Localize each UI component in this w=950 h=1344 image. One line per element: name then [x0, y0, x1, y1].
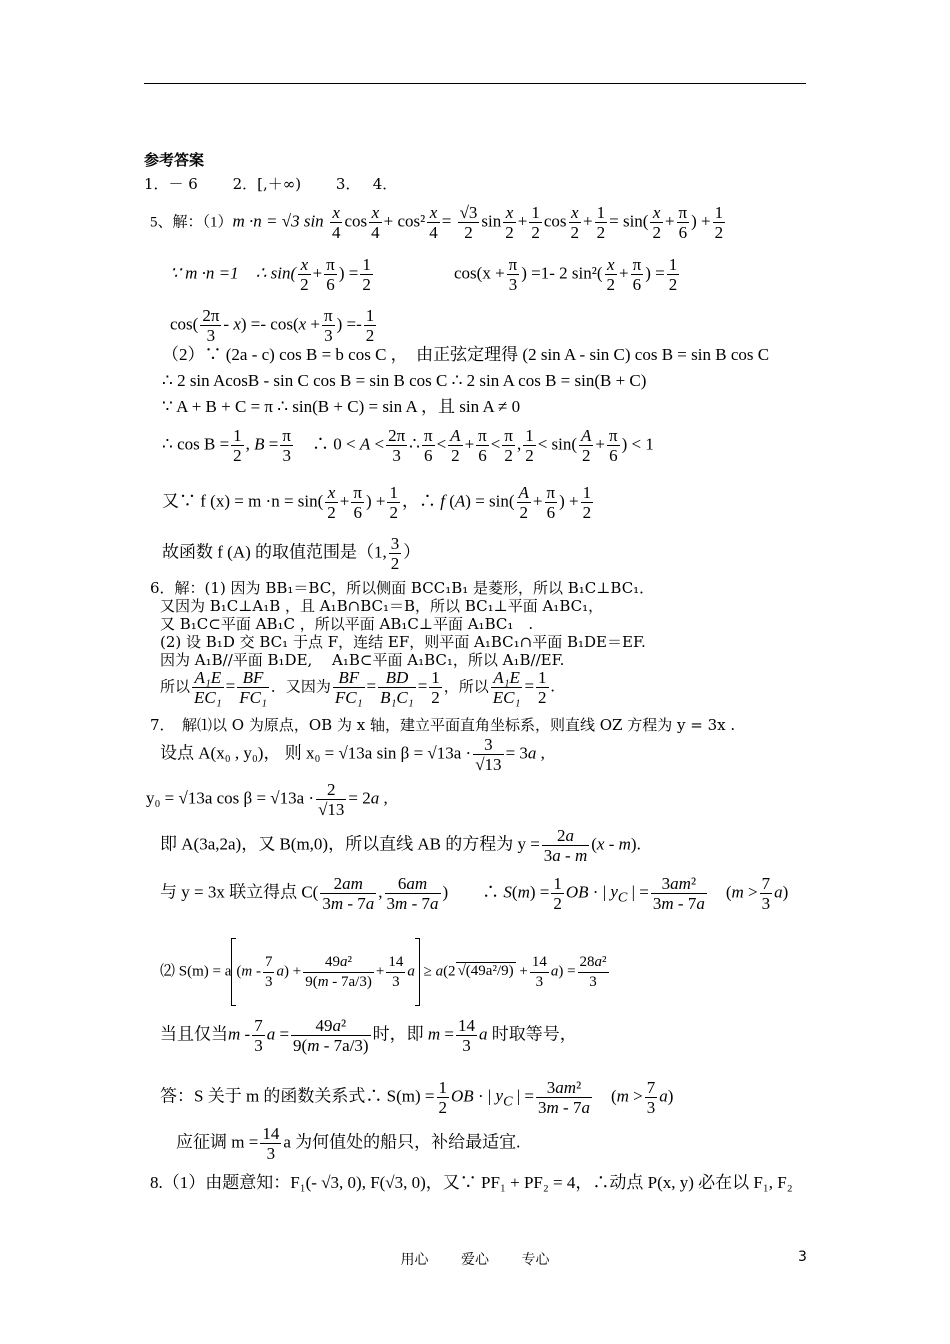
- q5-line-6: ∵ A + B + C = π ∴ sin(B + C) = sin A ，且 sin A ≠ 0: [162, 397, 521, 416]
- q5-line-2b: cos(x + $\frac{\pi}{3}$ ) =1- 2 sin²( $\frac{x}{2}$ + $\frac{\pi}{6}$ ) = $\frac{1}{2}$: [454, 255, 678, 294]
- header-rule: [144, 83, 806, 84]
- q5-line-9: 故函数 f (A) 的取值范围是（1, $\frac{3}{2}$ ）: [162, 534, 421, 573]
- q5-line-5: ∴ 2 sin AcosB - sin C cos B = sin B cos C ∴ 2 sin A cos B = sin(B + C): [162, 371, 647, 390]
- q6-line-4: (2) 设 B₁D 交 BC₁ 于点 F，连结 EF，则平面 A₁BC₁∩平面 B₁DE＝EF.: [160, 633, 646, 651]
- q5-line-1: 5、解：（1）m ·n = √3 sin $\frac{x}{4}$ cos $\frac{x}{4}$ + cos² $\frac{x}{4}$ = $\frac{√3}{2}$ sin $\frac{x}{2}$ + $\frac{1}{2}$ cos $\frac{x}{2}$ + $\frac{1}{2}$ = sin( $\frac{x}{2}$ + $\frac{\pi}{6}$ ) + $\frac{1}{2}$: [150, 203, 724, 242]
- footer-text-3: 专心: [521, 1252, 550, 1268]
- q6-line-1: 6．解：(1) 因为 BB₁＝BC，所以侧面 BCC₁B₁ 是菱形，所以 B₁C⊥BC₁．: [150, 579, 655, 597]
- answers-line-1: 1．－ 6 2．[,＋∞) 3． 4．: [144, 175, 398, 193]
- q6-line-6: 所以 $\frac{\text{A₁E}}{\text{EC₁}}$ = $\frac{BF}{\text{FC₁}}$ ．又因为 $\frac{BF}{\text{FC₁}}$ = $\frac{BD}{\text{B₁C₁}}$ = $\frac{1}{2}$ ，所以 $\frac{\text{A₁E}}{\text{EC₁}}$ = $\frac{1}{2}$ .: [160, 668, 555, 707]
- q6-line-3: 又 B₁C⊂平面 AB₁C ，所以平面 AB₁C⊥平面 A₁BC₁ .: [160, 615, 534, 633]
- q7-line-9: 应征调 m = $\frac{14}{3}$ a 为何值处的船只，补给最适宜.: [176, 1124, 521, 1163]
- q5-line-3: cos( $\frac{2\pi}{3}$ - x) =- cos(x + $\frac{\pi}{3}$ ) =- $\frac{1}{2}$: [170, 306, 375, 345]
- q5-line-2: ∵ m ·n =1 ∴ sin( $\frac{x}{2}$ + $\frac{\pi}{6}$ ) = $\frac{1}{2}$: [170, 255, 371, 294]
- q5-line-7: ∴ cos B = $\frac{1}{2}$ , B = $\frac{\pi}{3}$ ∴ 0 < A < $\frac{2\pi}{3}$ ∴ $\frac{\pi}{6}$ < $\frac{A}{2}$ + $\frac{\pi}{6}$ < $\frac{\pi}{2}$ , $\frac{1}{2}$ < sin( $\frac{A}{2}$ + $\frac{\pi}{6}$ ) < 1: [162, 426, 654, 465]
- footer-text-2: 爱心: [461, 1252, 489, 1268]
- q7-line-8: 答：S 关于 m 的函数关系式∴ S(m) = $\frac{1}{2}$ OB · | $y_C$ | = $\frac{\text{3am²}}{3m - 7a}$ (m > $\frac{7}{3}$ a): [160, 1078, 674, 1117]
- q7-line-4: 即 A(3a,2a)，又 B(m,0)，所以直线 AB 的方程为 y = $\frac{2a}{3a - m}$ (x - m).: [160, 826, 641, 865]
- q5-line-8: 又∵ f (x) = m ·n = sin( $\frac{x}{2}$ + $\frac{\pi}{6}$ ) + $\frac{1}{2}$ ，∴ f (A) = sin( $\frac{A}{2}$ + $\frac{\pi}{6}$ ) + $\frac{1}{2}$: [162, 483, 592, 522]
- q7-line-2: 设点 A(x₀ , y₀)， 则 x₀ = √13a sin β = √13a · $\frac{3}{√13}$ = 3a ,: [160, 735, 545, 774]
- footer-text-1: 用心: [400, 1252, 429, 1268]
- answers-heading: 参考答案: [144, 151, 205, 169]
- q7-line-1: 7． 解⑴以 O 为原点，OB 为 x 轴，建立平面直角坐标系，则直线 OZ 方程为 y = 3x .: [150, 716, 736, 734]
- page-footer: [0, 1249, 950, 1269]
- page-number: 3: [798, 1249, 807, 1265]
- q7-line-5: 与 y = 3x 联立得点 C( $\frac{2am}{3m - 7a}$ , $\frac{6am}{3m - 7a}$ ) ∴ S(m) = $\frac{1}{2}$ OB · | $y_C$ | = $\frac{\text{3am²}}{3m - 7a}$ (m > $\frac{7}{3}$ a): [160, 874, 789, 913]
- q7-line-7: 当且仅当m - $\frac{7}{3}$ a = $\frac{\text{49a²}}{9(m - 7a/3)}$ 时，即 m = $\frac{14}{3}$ a 时取等号，: [160, 1016, 577, 1055]
- q6-line-5: 因为 A₁B//平面 B₁DE, A₁B⊂平面 A₁BC₁，所以 A₁B//EF.: [160, 651, 565, 669]
- q6-line-2: 又因为 B₁C⊥A₁B ，且 A₁B∩BC₁＝B，所以 BC₁⊥平面 A₁BC₁，: [160, 597, 604, 615]
- q8-line-1: 8.（1）由题意知：F₁(- √3, 0), F(√3, 0)，又∵ PF₁ + PF₂ = 4，∴动点 P(x, y) 必在以 F₁, F₂: [150, 1173, 793, 1192]
- q5-line-4: （2）∵ (2a - c) cos B = b cos C ， 由正弦定理得 (2 sin A - sin C) cos B = sin B cos C: [162, 345, 770, 364]
- q7-line-6: ⑵ S(m) = a (m - $\frac{7}{3}$ a) + $\frac{\text{49a²}}{9(m - 7a/3)}$ + $\frac{14}{3}$ a ≥ a(2 √(49a²/9) + $\frac{14}{3}$ a) = $\frac{\text{28a²}}{3}$: [160, 938, 611, 1006]
- q7-line-3: y₀ = √13a cos β = √13a · $\frac{2}{√13}$ = 2a ,: [146, 780, 388, 819]
